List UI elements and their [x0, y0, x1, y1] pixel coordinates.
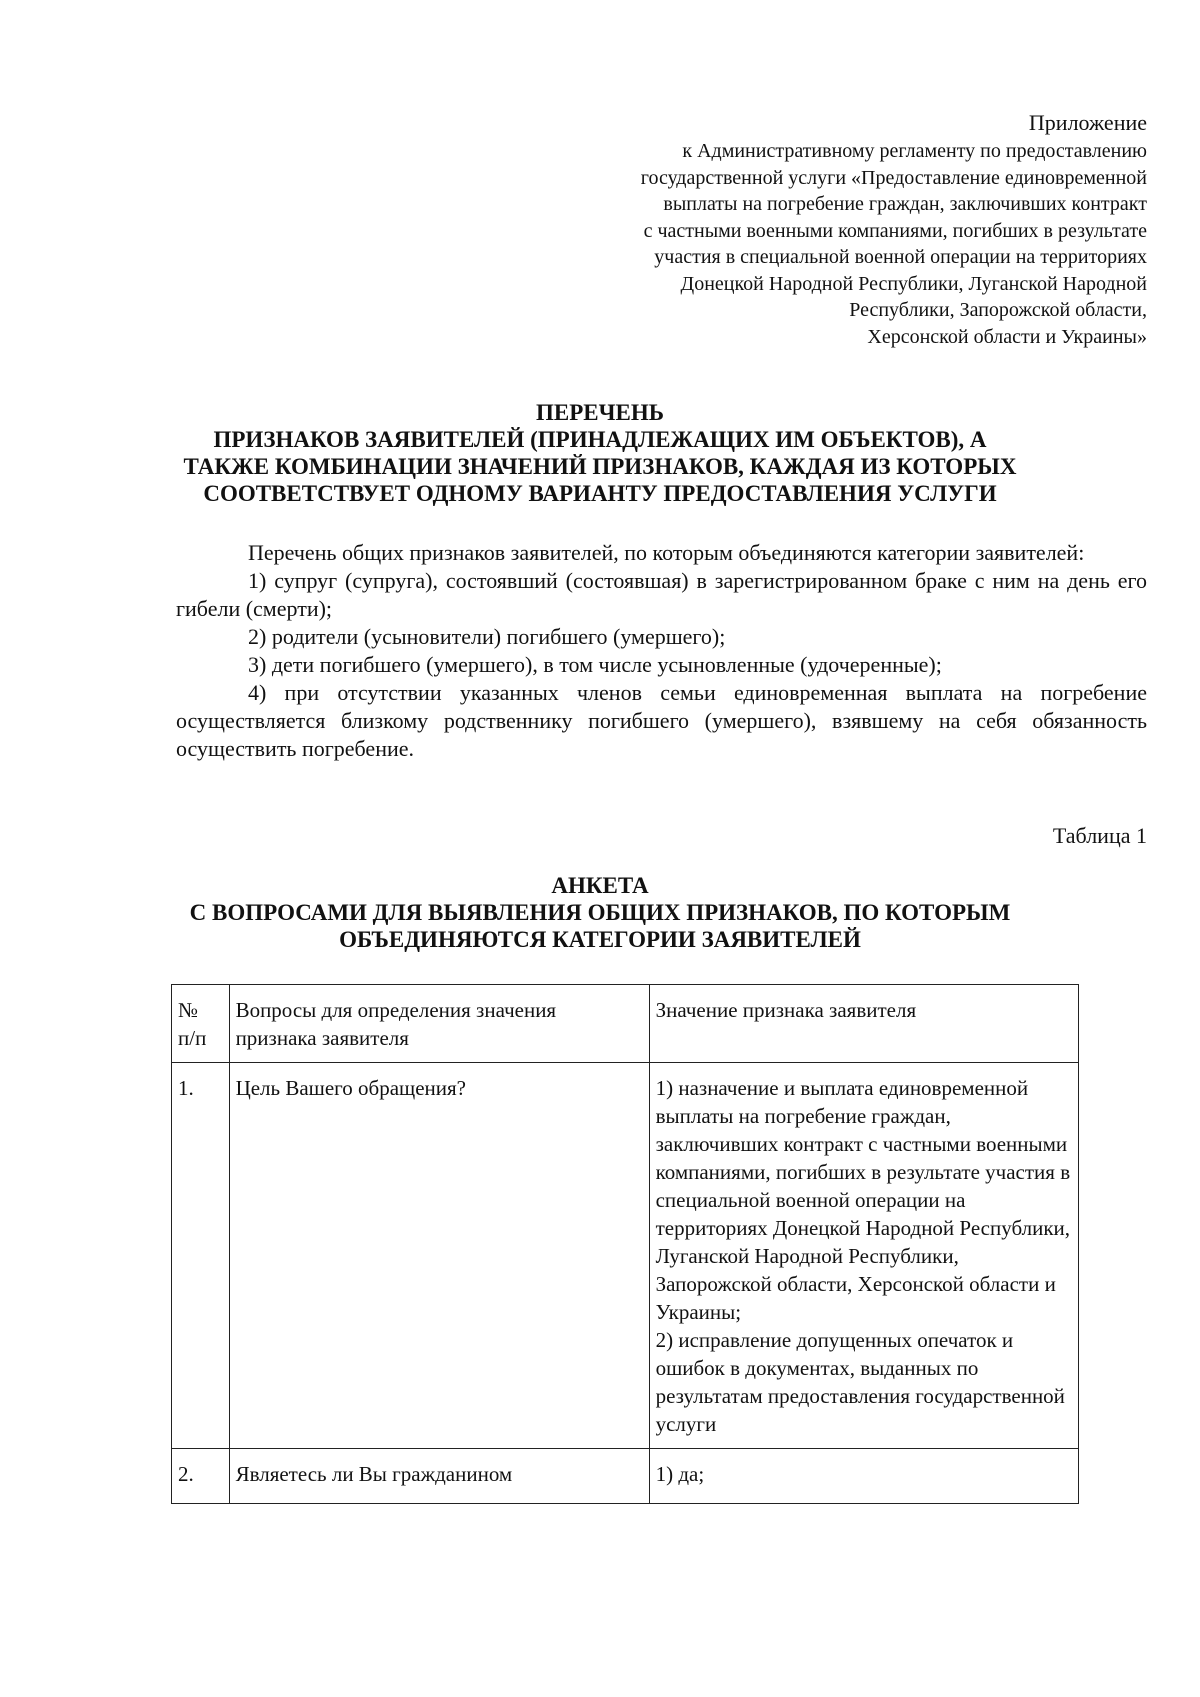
- header-value: Значение признака заявителя: [649, 985, 1078, 1063]
- body-paragraph-item-1: 1) супруг (супруга), состоявший (состоявшая) в зарегистрированном браке с ним на день его гибели (смерти);: [176, 568, 1147, 621]
- body-paragraph-item-2: 2) родители (усыновители) погибшего (умершего);: [248, 624, 726, 649]
- appendix-line: Донецкой Народной Республики, Луганской Народной: [680, 272, 1147, 295]
- body-paragraph-intro: Перечень общих признаков заявителей, по которым объединяются категории заявителей:: [248, 540, 1085, 565]
- heading-line: АНКЕТА: [551, 873, 649, 898]
- row-num: 2.: [172, 1449, 230, 1504]
- list-body: [176, 539, 1147, 763]
- row-num: 1.: [172, 1063, 230, 1449]
- appendix-title: Приложение: [1028, 110, 1147, 135]
- appendix-line: Республики, Запорожской области,: [849, 299, 1147, 321]
- appendix-line: Херсонской области и Украины»: [867, 325, 1147, 348]
- appendix-line: государственной услуги «Предоставление единовременной: [640, 166, 1147, 189]
- table-header-row: [172, 985, 1079, 1063]
- header-num: № п/п: [172, 985, 230, 1063]
- questionnaire-heading: [0, 872, 1200, 953]
- row-value: [649, 1449, 1078, 1504]
- value-option: 1) назначение и выплата единовременной выплаты на погребение граждан, заключивших контракт с частными военными компаниями, погибших в результате участия в специальной военной операции на территориях Донецкой Народной Республики, Луганской Народной Республики, Запорожской области, Херсонской области и Украины;: [655, 1076, 1071, 1324]
- table-row: [172, 1063, 1079, 1449]
- heading-line: С ВОПРОСАМИ ДЛЯ ВЫЯВЛЕНИЯ ОБЩИХ ПРИЗНАКОВ, ПО КОТОРЫМ: [189, 900, 1011, 925]
- list-heading: [0, 399, 1200, 507]
- heading-line: ТАКЖЕ КОМБИНАЦИИ ЗНАЧЕНИЙ ПРИЗНАКОВ, КАЖДАЯ ИЗ КОТОРЫХ: [183, 454, 1017, 479]
- row-question: Являетесь ли Вы гражданином: [229, 1449, 649, 1504]
- appendix-line: участия в специальной военной операции на территориях: [654, 246, 1147, 268]
- value-option: 1) да;: [655, 1462, 705, 1486]
- heading-line: ОБЪЕДИНЯЮТСЯ КАТЕГОРИИ ЗАЯВИТЕЛЕЙ: [339, 927, 861, 952]
- body-paragraph-item-4: 4) при отсутствии указанных членов семьи единовременная выплата на погребение осуществляется близкому родственнику погибшего (умершего), взявшему на себя обязанность осуществить погребение.: [176, 680, 1147, 761]
- table-row: [172, 1449, 1079, 1504]
- row-question: Цель Вашего обращения?: [229, 1063, 649, 1449]
- appendix-line: выплаты на погребение граждан, заключивших контракт: [663, 193, 1147, 215]
- appendix-block: [507, 108, 1147, 350]
- questionnaire-table: [171, 984, 1079, 1504]
- appendix-line: к Административному регламенту по предоставлению: [682, 140, 1147, 162]
- heading-line: ПРИЗНАКОВ ЗАЯВИТЕЛЕЙ (ПРИНАДЛЕЖАЩИХ ИМ ОБЪЕКТОВ), А: [213, 427, 987, 452]
- value-option: 2) исправление допущенных опечаток и ошибок в документах, выданных по результатам предоставления государственной услуги: [655, 1328, 1065, 1436]
- appendix-line: с частными военными компаниями, погибших в результате: [643, 219, 1147, 242]
- table-label: Таблица 1: [1052, 823, 1147, 848]
- heading-line: ПЕРЕЧЕНЬ: [536, 400, 664, 425]
- header-question: Вопросы для определения значения признака заявителя: [229, 985, 649, 1063]
- body-paragraph-item-3: 3) дети погибшего (умершего), в том числе усыновленные (удочеренные);: [248, 652, 942, 677]
- heading-line: СООТВЕТСТВУЕТ ОДНОМУ ВАРИАНТУ ПРЕДОСТАВЛЕНИЯ УСЛУГИ: [203, 481, 997, 506]
- row-value: [649, 1063, 1078, 1449]
